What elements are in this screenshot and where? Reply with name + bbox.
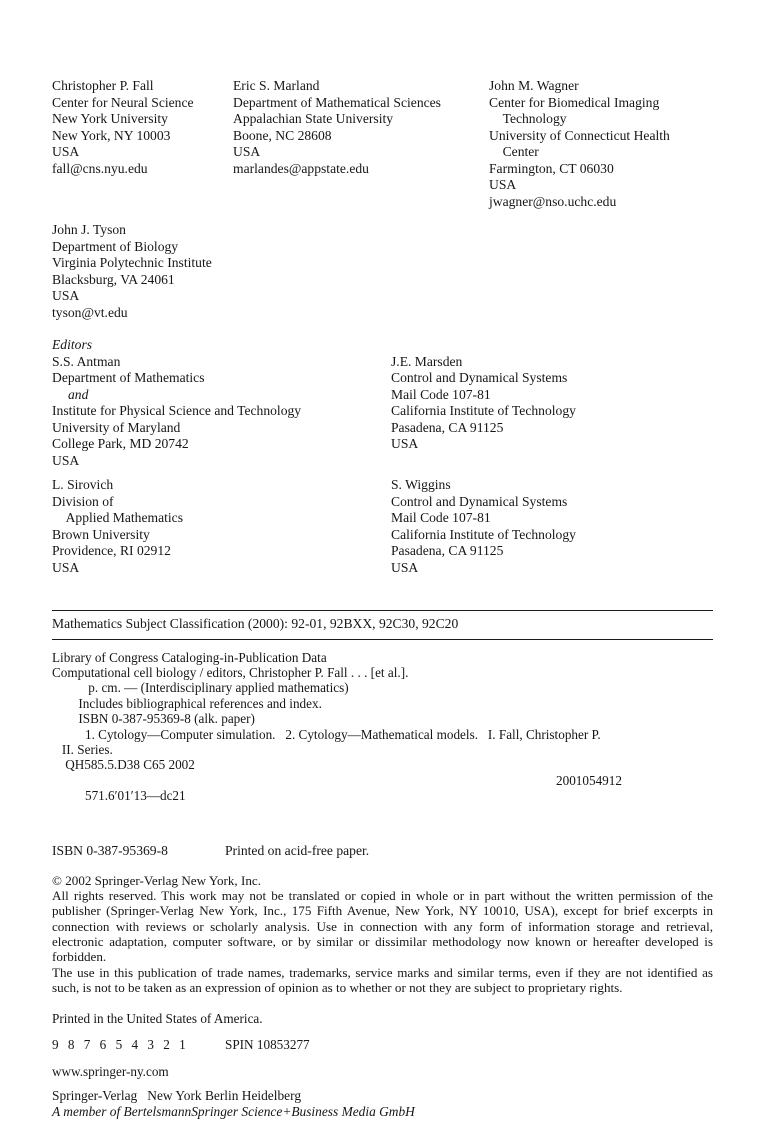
text-line: Pasadena, CA 91125 bbox=[391, 543, 504, 558]
text-line: Pasadena, CA 91125 bbox=[391, 419, 504, 435]
msc-line: Mathematics Subject Classification (2000): 92-01, 92BXX, 92C30, 92C20 bbox=[52, 616, 459, 631]
series-editors-row-2 bbox=[52, 477, 713, 576]
text-line: USA bbox=[52, 452, 80, 468]
text-line: Control and Dynamical Systems bbox=[391, 493, 568, 509]
text-line: University of Connecticut Health bbox=[489, 127, 670, 143]
loc-cataloging-data bbox=[52, 650, 713, 835]
affiliation-marland bbox=[233, 78, 489, 210]
text-line: J.E. Marsden bbox=[391, 353, 463, 369]
text-line: Christopher P. Fall bbox=[52, 78, 154, 93]
member-line: A member of BertelsmannSpringer Science+Business Media GmbH bbox=[52, 1104, 415, 1120]
text-line: Division of bbox=[52, 493, 114, 509]
text-line: Farmington, CT 06030 bbox=[489, 160, 614, 176]
publisher-imprint bbox=[52, 1088, 713, 1121]
isbn-number: ISBN 0-387-95369-8 bbox=[52, 843, 168, 859]
text-line: p. cm. — (Interdisciplinary applied mathematics) bbox=[52, 680, 349, 696]
email-text: tyson@vt.edu bbox=[52, 304, 128, 320]
text-line: USA bbox=[391, 436, 419, 451]
affiliation-fall bbox=[52, 78, 233, 210]
text-line: Control and Dynamical Systems bbox=[391, 370, 568, 385]
email-text: fall@cns.nyu.edu bbox=[52, 160, 148, 176]
affiliation-wagner bbox=[489, 78, 713, 210]
email-text: jwagner@nso.uchc.edu bbox=[489, 193, 617, 209]
text-line: Mail Code 107-81 bbox=[391, 386, 491, 402]
editor-sirovich bbox=[52, 477, 391, 576]
copyright-line: © 2002 Springer-Verlag New York, Inc. bbox=[52, 872, 261, 888]
spin-number: SPIN 10853277 bbox=[225, 1036, 310, 1052]
affiliation-tyson bbox=[52, 222, 713, 321]
text-line: Boone, NC 28608 bbox=[233, 127, 332, 143]
editor-marsden bbox=[391, 354, 713, 470]
isbn-text-line: ISBN 0-387-95369-8 (alk. paper) bbox=[52, 711, 255, 727]
text-line: USA bbox=[391, 559, 419, 575]
editor-antman bbox=[52, 354, 391, 470]
text-line: 1. Cytology—Computer simulation. 2. Cytology—Mathematical models. I. Fall, Christopher P. bbox=[52, 726, 601, 742]
rights-paragraph: All rights reserved. This work may not be translated or copied in whole or in part without the written permission of the publisher (Springer-Verlag New York, Inc., 175 Fifth Avenue, New York, NY 10010, USA), except for brief excerpts in connection with reviews or scholarly analysis. Use in connection with any form of information storage and retrieval, electronic adaptation, computer software, or by similar or dissimilar methodology now known or hereafter developed is forbidden. bbox=[52, 888, 713, 965]
dewey-number: 571.6′01′13—dc21 bbox=[71, 788, 186, 804]
text-line: QH585.5.D38 C65 2002 bbox=[52, 757, 195, 773]
lccn-number: 2001054912 bbox=[556, 772, 622, 788]
text-line: Department of Biology bbox=[52, 238, 179, 254]
text-line: Appalachian State University bbox=[233, 111, 394, 126]
text-line: John M. Wagner bbox=[489, 78, 579, 93]
text-line: USA bbox=[233, 144, 261, 159]
text-line: S.S. Antman bbox=[52, 353, 121, 369]
text-line: Applied Mathematics bbox=[52, 510, 183, 525]
text-line: USA bbox=[489, 177, 517, 192]
text-line: Institute for Physical Science and Technology bbox=[52, 403, 302, 418]
trademarks-paragraph: The use in this publication of trade names, trademarks, service marks and similar terms, even if they are not identified as such, is not to be taken as an expression of opinion as to whether or not they are subject to proprietary rights. bbox=[52, 964, 713, 995]
text-line: Providence, RI 02912 bbox=[52, 543, 171, 558]
isbn-line bbox=[52, 843, 713, 860]
divider-rule-bottom bbox=[52, 639, 713, 640]
text-line: USA bbox=[52, 144, 80, 159]
text-line: Technology bbox=[489, 111, 567, 126]
text-line: Library of Congress Cataloging-in-Publication Data bbox=[52, 649, 327, 665]
text-line: Center for Biomedical Imaging bbox=[489, 94, 660, 110]
dewey-line bbox=[52, 773, 713, 835]
copyright-notice bbox=[52, 873, 713, 995]
author-affiliations bbox=[52, 78, 713, 210]
editor-wiggins bbox=[391, 477, 713, 576]
publisher-name-line: Springer-Verlag New York Berlin Heidelberg bbox=[52, 1087, 302, 1103]
text-line: University of Maryland bbox=[52, 419, 181, 435]
text-line: College Park, MD 20742 bbox=[52, 436, 189, 451]
series-editors-row-1 bbox=[52, 354, 713, 470]
text-line: Brown University bbox=[52, 526, 150, 542]
text-line: Center for Neural Science bbox=[52, 94, 194, 110]
text-line: S. Wiggins bbox=[391, 477, 451, 492]
printed-in-line: Printed in the United States of America. bbox=[52, 1011, 263, 1027]
editors-heading: Editors bbox=[52, 337, 93, 352]
text-line: Blacksburg, VA 24061 bbox=[52, 271, 175, 287]
text-line: II. Series. bbox=[52, 741, 113, 757]
acid-free-note: Printed on acid-free paper. bbox=[225, 843, 370, 859]
text-line: California Institute of Technology bbox=[391, 526, 576, 542]
text-line: Mail Code 107-81 bbox=[391, 510, 491, 525]
text-line: USA bbox=[52, 559, 80, 575]
text-line: New York University bbox=[52, 111, 168, 126]
text-line: New York, NY 10003 bbox=[52, 127, 171, 143]
text-line: USA bbox=[52, 288, 80, 303]
text-line: Center bbox=[489, 144, 539, 159]
text-line: L. Sirovich bbox=[52, 477, 114, 492]
msc-section bbox=[52, 610, 713, 640]
text-line: John J. Tyson bbox=[52, 222, 126, 237]
text-line: Department of Mathematical Sciences bbox=[233, 94, 441, 110]
text-line: Includes bibliographical references and index. bbox=[52, 695, 322, 711]
text-line: Department of Mathematics bbox=[52, 370, 205, 385]
printing-run-line bbox=[52, 1037, 713, 1054]
email-text: marlandes@appstate.edu bbox=[233, 160, 369, 176]
text-line: Virginia Polytechnic Institute bbox=[52, 255, 212, 270]
publisher-website: www.springer-ny.com bbox=[52, 1064, 169, 1080]
text-line: California Institute of Technology bbox=[391, 403, 576, 418]
printing-run-numbers: 9 8 7 6 5 4 3 2 1 bbox=[52, 1036, 186, 1052]
text-line: and bbox=[68, 386, 89, 402]
text-line: Computational cell biology / editors, Christopher P. Fall . . . [et al.]. bbox=[52, 664, 409, 680]
text-line: Eric S. Marland bbox=[233, 78, 320, 93]
